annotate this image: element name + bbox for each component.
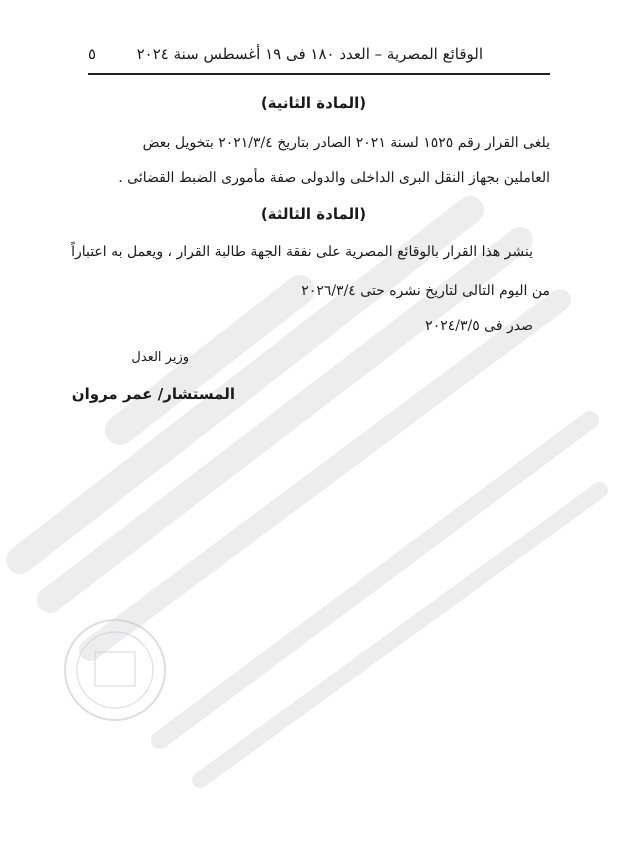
page-number: ٥: [88, 45, 97, 63]
article-heading-2: (المادة الثانية): [260, 94, 367, 112]
page-header: [88, 45, 483, 69]
minister-name: المستشار/ عمر مروان: [71, 385, 235, 403]
seal: [65, 620, 165, 720]
minister-title: وزير العدل: [131, 350, 189, 365]
header-title: الوقائع المصرية – العدد ١٨٠ فى ١٩ أغسطس سنة ٢٠٢٤: [136, 45, 483, 63]
article3-line-2: من اليوم التالى لتاريخ نشره حتى ٢٠٢٦/٣/٤: [301, 283, 550, 299]
header-rule: [88, 73, 550, 75]
article3-line-1: ينشر هذا القرار بالوقائع المصرية على نفقة الجهة طالبة القرار ، ويعمل به اعتباراً: [71, 244, 533, 260]
article2-line-2: العاملين بجهاز النقل البرى الداخلى والدولى صفة مأمورى الضبط القضائى .: [118, 170, 550, 186]
issue-date: صدر فى ٢٠٢٤/٣/٥: [425, 318, 533, 334]
article2-line-1: يلغى القرار رقم ١٥٢٥ لسنة ٢٠٢١ الصادر بتاريخ ٢٠٢١/٣/٤ بتخويل بعض: [142, 135, 550, 151]
article-heading-3: (المادة الثالثة): [260, 205, 367, 223]
